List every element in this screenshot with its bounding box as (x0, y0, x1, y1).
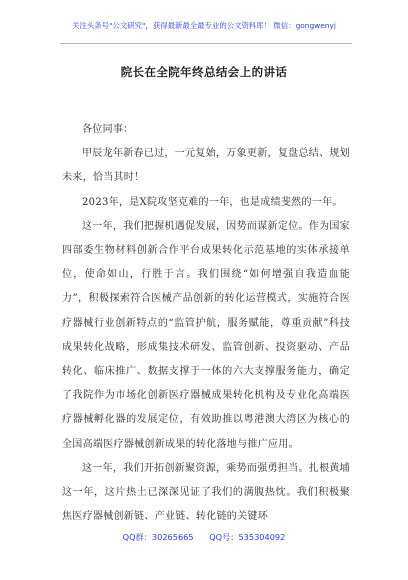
header-promo-note: 关注头条号"公文研究"，获得最新最全最专业的公文资料库！ 微信：gongwenyj (72, 21, 336, 30)
paragraph: 甲辰龙年新春已过，一元复始，万象更新，复盘总结、规划未来，恰当其时！ (62, 148, 350, 184)
paragraph: 2023年，是X院攻坚克难的一年，也是成绩斐然的一年。 (82, 196, 343, 208)
paragraph: 这一年，我们开拓创新聚资源，乘势而强勇担当。扎根黄埔这一年，这片热土已深深见证了我们的满腹热忱。我们积极聚焦医疗器械创新链、产业链、转化链的关键环 (62, 462, 350, 523)
footer-contact-note: QQ群：30265665 QQ号：535304092 (122, 532, 286, 542)
paragraph: 这一年，我们把握机遇促发展，因势而谋新定位。作为国家四部委生物材料创新合作平台成果转化示范基地的实体承接单位，使命如山，行胜于言。我们围绕“如何增强自我造血能力”，积极探索符合医械产品创新的转化运营模式，实施符合医疗器械行业创新特点的“监管护航，服务赋能，尊重贡献”科技成果转化战略，形成集技术研发、监管创新、投资驱动、产品转化、临床推广、数据支撑于一体的六大支撑服务能力，确定了我院作为市场化创新医疗器械成果转化机构及专业化高端医疗器械孵化器的发展定位，有效助推以粤港澳大湾区为核心的全国高端医疗器械创新成果的转化落地与推广应用。 (62, 220, 350, 450)
document-title: 院长在全院年终总结会上的讲话 (120, 65, 288, 79)
header-divider (60, 43, 352, 44)
salutation: 各位同事： (82, 124, 134, 135)
document-body (62, 118, 350, 529)
